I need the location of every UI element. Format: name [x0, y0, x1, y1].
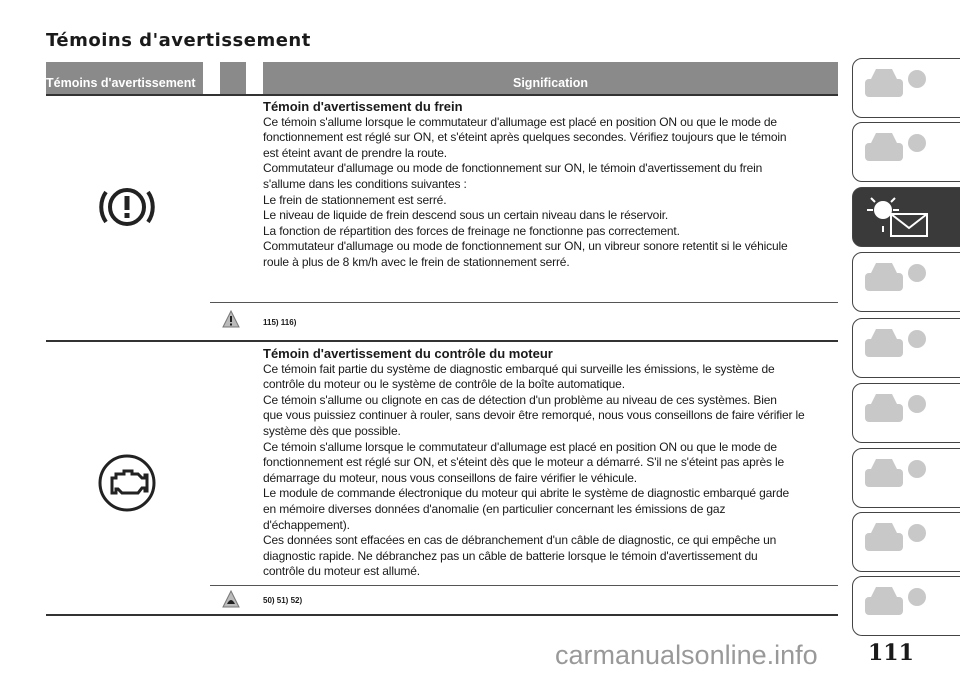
sidebar-tab-specs[interactable] [852, 512, 960, 572]
airbag-icon [861, 257, 931, 308]
text-line: Ce témoin fait partie du système de diagnostic embarqué qui surveille les émissions, le système de [263, 361, 775, 376]
specs-icon [861, 517, 931, 568]
sidebar-tab-car-info[interactable] [852, 122, 960, 182]
watermark: carmanualsonline.info [555, 640, 818, 670]
text-line: Ce témoin s'allume ou clignote en cas de détection d'un problème au niveau de ces systèmes. Bien [263, 392, 777, 407]
sidebar-tab-car-inspection[interactable] [852, 58, 960, 118]
text-line: Commutateur d'allumage ou mode de fonctionnement sur ON, un vibreur sonore retentit si le véhicule [263, 239, 788, 254]
warning-triangle-icon [222, 310, 240, 333]
brake-warning-description [263, 99, 843, 271]
text-line: fonctionnement est réglé sur ON, et s'éteint dès que le moteur a démarré. S'il ne s'éteint pas après le [263, 455, 785, 470]
divider [210, 585, 838, 586]
sidebar-tab-emergency[interactable] [852, 383, 960, 443]
divider [46, 340, 838, 342]
text-line: Le module de commande électronique du moteur qui abrite le système de diagnostic embarqué garde [263, 486, 790, 501]
column-header-blank [220, 62, 246, 94]
sidebar-tab-car-maintenance[interactable] [852, 448, 960, 508]
text-line: que vous puissiez continuer à rouler, sans devoir être remorqué, nous vous conseillons de faire vérifier le [263, 408, 805, 423]
text-line: Ce témoin s'allume lorsque le commutateur d'allumage est placé en position ON ou que le mode de [263, 114, 777, 129]
index-icon [861, 581, 931, 632]
section-heading: Témoin d'avertissement du frein [263, 99, 463, 114]
environment-refs: 50) 51) 52) [263, 596, 303, 605]
text-line: démarrage du moteur, nous vous conseillons de faire vérifier le véhicule. [263, 470, 637, 485]
engine-warning-description [263, 346, 843, 580]
text-line: La fonction de répartition des forces de freinage ne fonctionne pas correctement. [263, 223, 680, 238]
column-header-meaning: Signification [263, 62, 838, 94]
text-line: Ce témoin s'allume lorsque le commutateur d'allumage est placé en position ON ou que le mode de [263, 439, 777, 454]
engine-check-icon [98, 454, 156, 517]
sidebar-tab-key-steering[interactable] [852, 318, 960, 378]
divider [210, 302, 838, 303]
text-line: Le frein de stationnement est serré. [263, 192, 447, 207]
car-info-icon [861, 127, 931, 178]
column-header-warning-lights: Témoins d'avertissement [46, 62, 203, 94]
text-line: d'échappement). [263, 517, 350, 532]
text-line: roule à plus de 8 km/h avec le frein de stationnement serré. [263, 254, 570, 269]
sidebar-tab-airbag[interactable] [852, 252, 960, 312]
page-number: 111 [868, 640, 914, 666]
page-title: Témoins d'avertissement [46, 30, 311, 51]
text-line: fonctionnement est réglé sur ON, et s'éteint après quelques secondes. Vérifiez toujours que le témoin [263, 130, 787, 145]
text-line: en mémoire diverses données d'anomalie (en particulier concernant les émissions de gaz [263, 501, 726, 516]
brake-warning-icon [98, 178, 156, 241]
text-line: s'allume dans les conditions suivantes : [263, 176, 467, 191]
warning-refs: 115) 116) [263, 318, 297, 327]
divider [46, 94, 838, 96]
section-heading: Témoin d'avertissement du contrôle du moteur [263, 346, 553, 361]
text-line: diagnostic rapide. Ne débranchez pas un câble de batterie lorsque le témoin d'avertissement du [263, 548, 758, 563]
car-maintenance-icon [861, 453, 931, 504]
text-line: est éteint avant de prendre la route. [263, 145, 447, 160]
key-steering-icon [861, 323, 931, 374]
warning-light-icon [861, 190, 931, 245]
text-line: contrôle du moteur est allumé. [263, 564, 420, 579]
text-line: Le niveau de liquide de frein descend sous un certain niveau dans le réservoir. [263, 208, 669, 223]
text-line: Ces données sont effacées en cas de débranchement d'un câble de diagnostic, ce qui empêche un [263, 533, 777, 548]
text-line: contrôle du moteur ou le système de contrôle de la boîte automatique. [263, 377, 625, 392]
environment-triangle-icon [222, 590, 240, 613]
emergency-icon [861, 388, 931, 439]
car-inspection-icon [861, 63, 931, 114]
text-line: Commutateur d'allumage ou mode de fonctionnement sur ON, le témoin d'avertissement du frein [263, 161, 763, 176]
sidebar-tab-index[interactable] [852, 576, 960, 636]
sidebar-tab-warning-light[interactable] [852, 187, 960, 247]
divider [46, 614, 838, 616]
text-line: système dès que possible. [263, 423, 401, 438]
